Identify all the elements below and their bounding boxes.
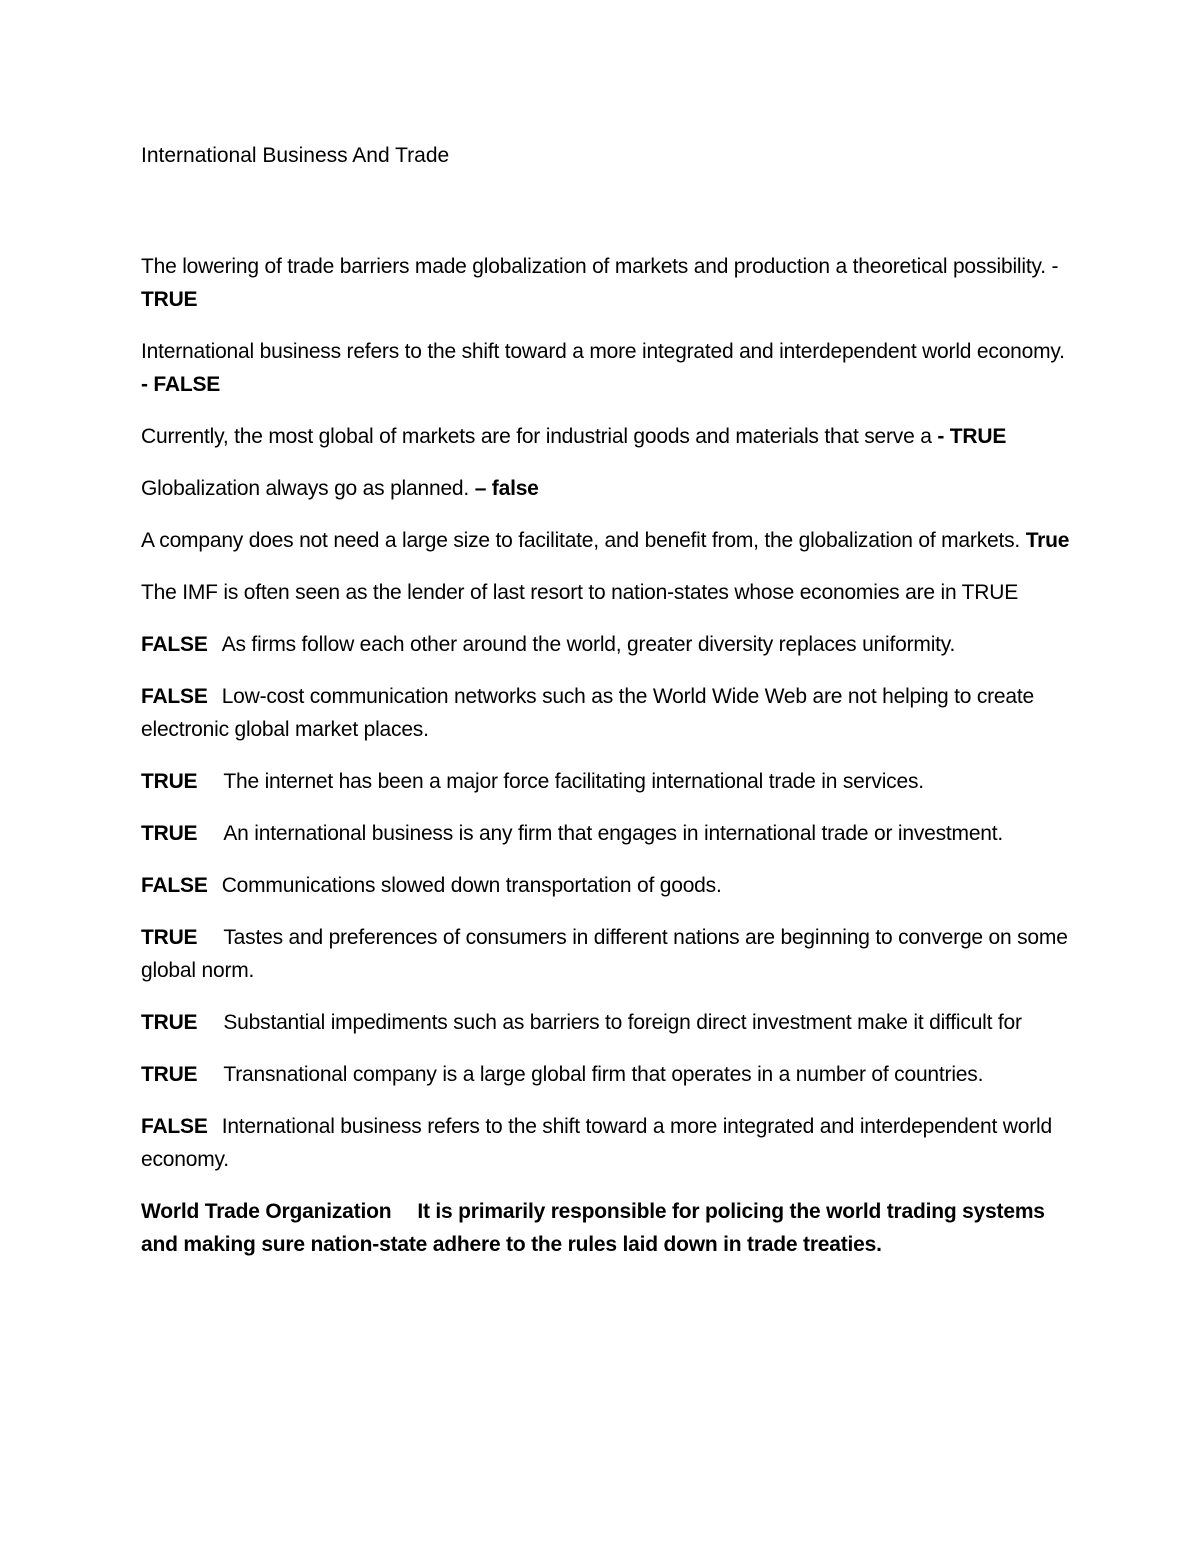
statement-text: The internet has been a major force facilitating international trade in services. — [223, 770, 924, 793]
answer-label: TRUE — [141, 770, 198, 793]
list-item — [141, 1058, 1076, 1091]
list-item — [141, 1006, 1076, 1039]
statement-text: The lowering of trade barriers made globalization of markets and production a theoretical possibility. - — [141, 255, 1059, 278]
list-item — [141, 817, 1076, 850]
list-item — [141, 628, 1076, 661]
answer-label: FALSE — [141, 874, 208, 897]
answer-label: FALSE — [141, 685, 208, 708]
statement-text: Low-cost communication networks such as the World Wide Web are not helping to create electronic global market places. — [141, 685, 1035, 741]
list-item — [141, 765, 1076, 798]
statement-text: The IMF is often seen as the lender of last resort to nation-states whose economies are in TRUE — [141, 581, 1019, 604]
answer-label: - FALSE — [141, 373, 221, 396]
list-item — [141, 420, 1076, 453]
list-item — [141, 869, 1076, 902]
list-item — [141, 335, 1076, 401]
statement-text: International business refers to the shift toward a more integrated and interdependent world economy. — [141, 340, 1065, 363]
list-item — [141, 250, 1076, 316]
list-item — [141, 524, 1076, 557]
list-item — [141, 921, 1076, 987]
answer-label: TRUE — [141, 1011, 198, 1034]
statement-text: As firms follow each other around the world, greater diversity replaces uniformity. — [221, 633, 956, 656]
statement-text: Substantial impediments such as barriers to foreign direct investment make it difficult for — [223, 1011, 1022, 1034]
answer-label: - TRUE — [937, 425, 1007, 448]
statement-text: Transnational company is a large global firm that operates in a number of countries. — [223, 1063, 984, 1086]
list-item — [141, 1195, 1076, 1261]
answer-label: TRUE — [141, 1063, 198, 1086]
answer-label: World Trade Organization — [141, 1200, 392, 1223]
answer-label: True — [1025, 529, 1070, 552]
answer-label: FALSE — [141, 633, 208, 656]
answer-label: TRUE — [141, 926, 198, 949]
answer-label: – false — [474, 477, 539, 500]
statement-text: Globalization always go as planned. — [141, 477, 475, 500]
document-title: International Business And Trade — [141, 144, 450, 167]
list-item — [141, 680, 1076, 746]
statement-text: A company does not need a large size to facilitate, and benefit from, the globalization of markets. — [141, 529, 1026, 552]
statement-text: International business refers to the shift toward a more integrated and interdependent world economy. — [141, 1115, 1052, 1171]
answer-label: TRUE — [141, 288, 198, 311]
statement-text: It is primarily responsible for policing the world trading systems and making sure nation-state adhere to the rules laid down in trade treaties. — [141, 1200, 1045, 1256]
answer-label: TRUE — [141, 822, 198, 845]
list-item — [141, 576, 1076, 609]
statement-text: Communications slowed down transportation of goods. — [221, 874, 722, 897]
statement-text: Tastes and preferences of consumers in different nations are beginning to converge on some global norm. — [141, 926, 1068, 982]
document-body — [141, 142, 1076, 1280]
list-item — [141, 1110, 1076, 1176]
answer-label: FALSE — [141, 1115, 208, 1138]
list-item — [141, 472, 1076, 505]
statement-text: Currently, the most global of markets are for industrial goods and materials that serve a — [141, 425, 938, 448]
statement-text: An international business is any firm that engages in international trade or investment. — [223, 822, 1004, 845]
